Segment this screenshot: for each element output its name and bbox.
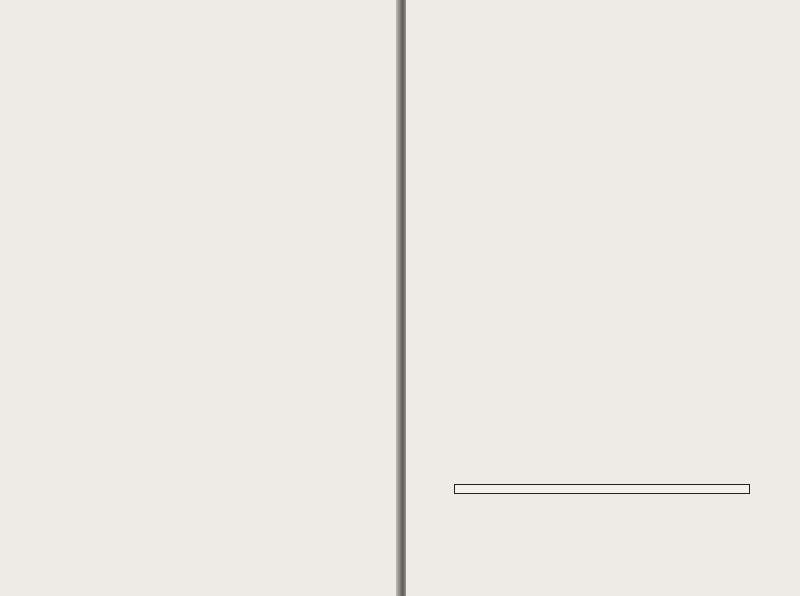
right-toc (406, 0, 800, 596)
requisites-box (454, 484, 750, 494)
left-toc (0, 0, 398, 596)
right-page (406, 0, 800, 596)
left-page (0, 0, 398, 596)
